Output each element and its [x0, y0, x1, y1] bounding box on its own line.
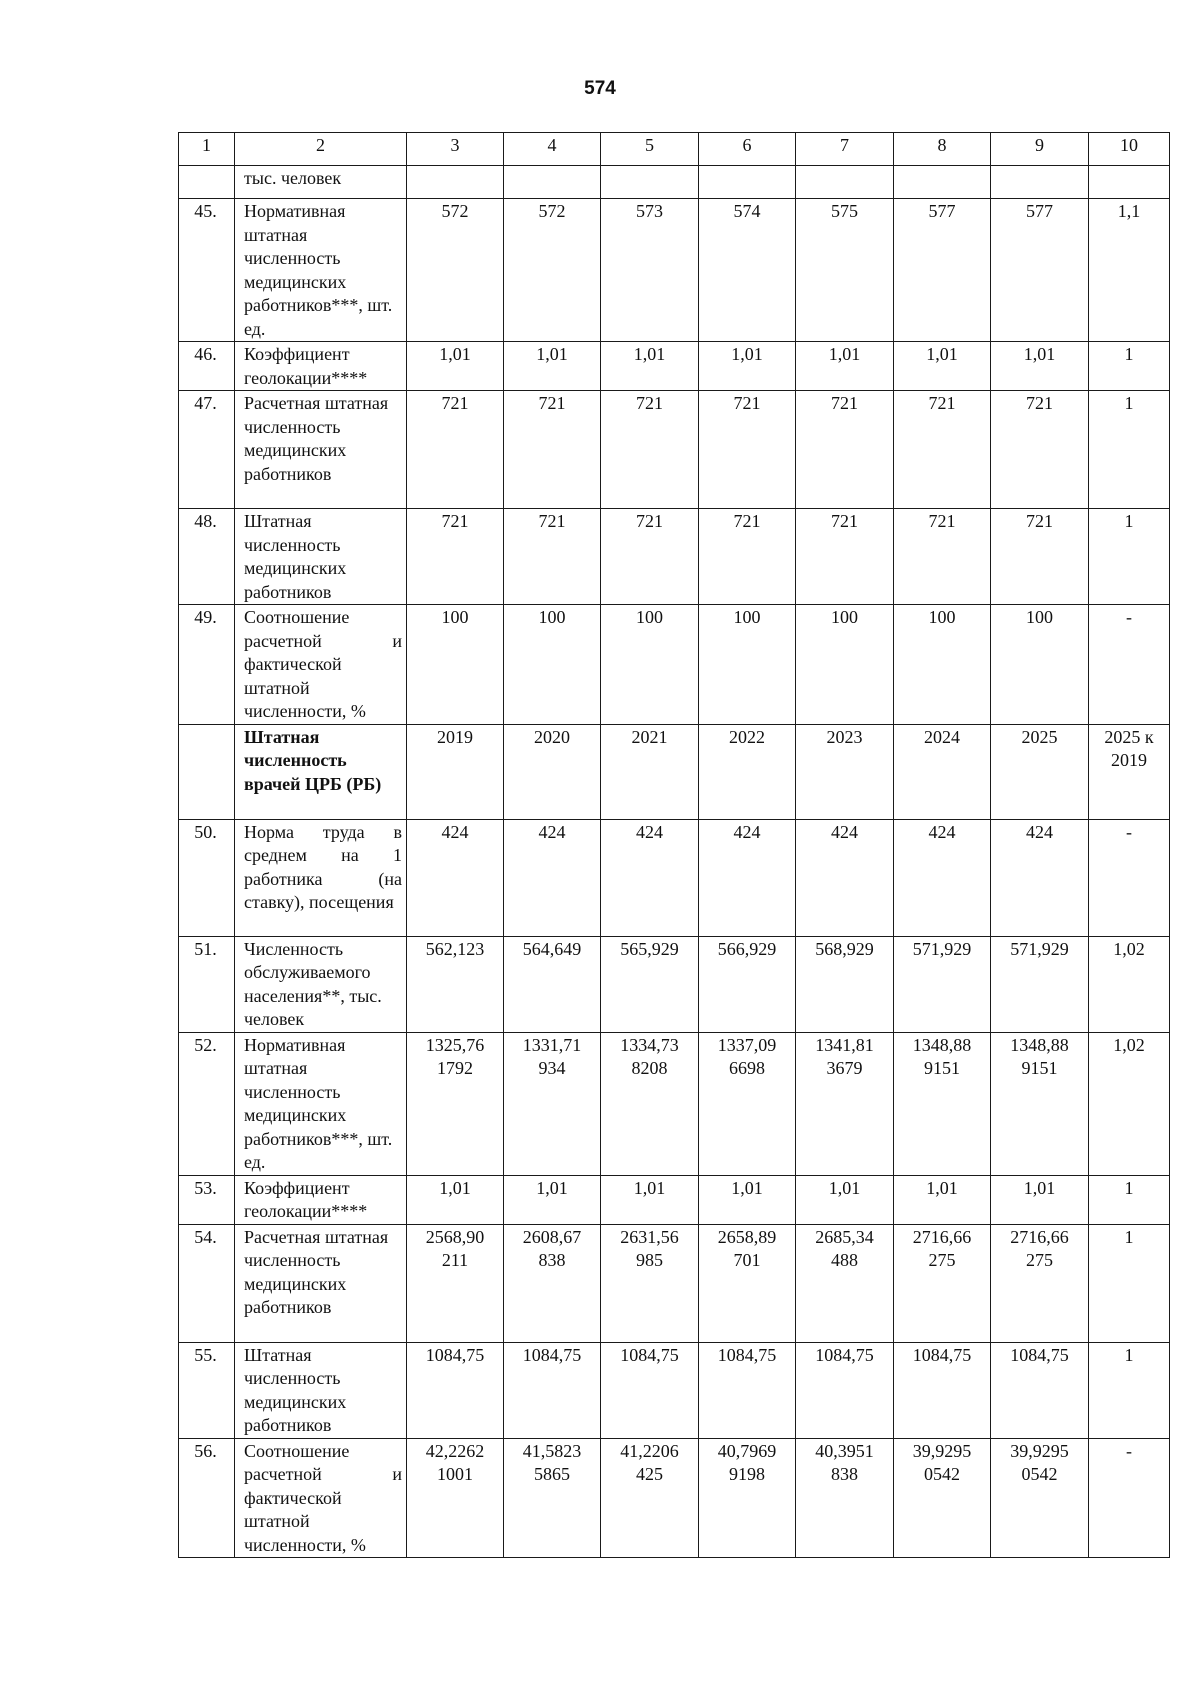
value-cell: 1: [1089, 1175, 1170, 1224]
row-label: Норма труда в среднем на 1 работника (на ставку), посещения: [235, 819, 407, 936]
value-cell: 39,9295 0542: [894, 1438, 991, 1558]
row-label: Нормативная штатная численность медицинских работников***, шт. ед.: [235, 1032, 407, 1175]
staffing-table: [178, 132, 1170, 1558]
value-cell: [991, 166, 1089, 199]
value-cell: 1325,76 1792: [407, 1032, 504, 1175]
row-number: 46.: [179, 342, 235, 391]
value-cell: 100: [894, 605, 991, 725]
column-number: 2: [235, 133, 407, 166]
row-number: 45.: [179, 199, 235, 342]
row-label: Расчетная штатная численность медицинских работников: [235, 391, 407, 509]
value-cell: 2020: [504, 724, 601, 819]
value-cell: 721: [504, 509, 601, 605]
value-cell: 721: [894, 391, 991, 509]
row-label: Штатная численность врачей ЦРБ (РБ): [235, 724, 407, 819]
table-row: [179, 724, 1170, 819]
row-label: тыс. человек: [235, 166, 407, 199]
value-cell: 571,929: [894, 936, 991, 1032]
value-cell: 1084,75: [894, 1342, 991, 1438]
value-cell: 575: [796, 199, 894, 342]
value-cell: 721: [796, 391, 894, 509]
value-cell: 1084,75: [407, 1342, 504, 1438]
value-cell: 100: [407, 605, 504, 725]
value-cell: 1,02: [1089, 1032, 1170, 1175]
value-cell: 721: [894, 509, 991, 605]
value-cell: 1: [1089, 342, 1170, 391]
value-cell: 1: [1089, 1224, 1170, 1342]
value-cell: 1,01: [699, 1175, 796, 1224]
value-cell: 572: [407, 199, 504, 342]
row-number: 55.: [179, 1342, 235, 1438]
column-number: 9: [991, 133, 1089, 166]
value-cell: [504, 166, 601, 199]
value-cell: 424: [991, 819, 1089, 936]
value-cell: 1348,88 9151: [991, 1032, 1089, 1175]
column-number-row: [179, 133, 1170, 166]
value-cell: 1334,73 8208: [601, 1032, 699, 1175]
column-number: 3: [407, 133, 504, 166]
value-cell: 2024: [894, 724, 991, 819]
value-cell: 1,01: [894, 1175, 991, 1224]
value-cell: 562,123: [407, 936, 504, 1032]
row-label: Коэффициент геолокации****: [235, 1175, 407, 1224]
row-number: 54.: [179, 1224, 235, 1342]
value-cell: 1,01: [796, 342, 894, 391]
table-row: [179, 342, 1170, 391]
value-cell: [1089, 166, 1170, 199]
value-cell: 2021: [601, 724, 699, 819]
table-row: [179, 1224, 1170, 1342]
row-label: Соотношение расчетной и фактической штатной численности, %: [235, 605, 407, 725]
row-label: Численность обслуживаемого населения**, тыс. человек: [235, 936, 407, 1032]
row-label: Штатная численность медицинских работников: [235, 509, 407, 605]
value-cell: -: [1089, 605, 1170, 725]
value-cell: 2568,90 211: [407, 1224, 504, 1342]
value-cell: 1,01: [407, 342, 504, 391]
value-cell: 2022: [699, 724, 796, 819]
column-number: 4: [504, 133, 601, 166]
value-cell: 2716,66 275: [991, 1224, 1089, 1342]
table-row: [179, 1438, 1170, 1558]
value-cell: 1,01: [796, 1175, 894, 1224]
row-number: 48.: [179, 509, 235, 605]
value-cell: 39,9295 0542: [991, 1438, 1089, 1558]
value-cell: 1084,75: [504, 1342, 601, 1438]
value-cell: [407, 166, 504, 199]
value-cell: 1,01: [894, 342, 991, 391]
column-number: 5: [601, 133, 699, 166]
row-number: 52.: [179, 1032, 235, 1175]
row-number: [179, 724, 235, 819]
value-cell: 564,649: [504, 936, 601, 1032]
value-cell: 2631,56 985: [601, 1224, 699, 1342]
value-cell: 1341,81 3679: [796, 1032, 894, 1175]
table-row: [179, 1342, 1170, 1438]
value-cell: 721: [699, 391, 796, 509]
value-cell: 100: [601, 605, 699, 725]
value-cell: 1: [1089, 509, 1170, 605]
value-cell: 2608,67 838: [504, 1224, 601, 1342]
column-number: 7: [796, 133, 894, 166]
value-cell: 424: [407, 819, 504, 936]
value-cell: 41,2206 425: [601, 1438, 699, 1558]
value-cell: 571,929: [991, 936, 1089, 1032]
value-cell: 1,01: [601, 342, 699, 391]
value-cell: 1,01: [991, 1175, 1089, 1224]
table-row: [179, 166, 1170, 199]
value-cell: 1337,09 6698: [699, 1032, 796, 1175]
value-cell: 721: [407, 509, 504, 605]
row-label: Нормативная штатная численность медицинских работников***, шт. ед.: [235, 199, 407, 342]
value-cell: 721: [601, 391, 699, 509]
value-cell: [699, 166, 796, 199]
row-label: Расчетная штатная численность медицинских работников: [235, 1224, 407, 1342]
value-cell: 100: [699, 605, 796, 725]
row-label: Коэффициент геолокации****: [235, 342, 407, 391]
value-cell: 1,01: [504, 342, 601, 391]
value-cell: 574: [699, 199, 796, 342]
value-cell: 577: [894, 199, 991, 342]
value-cell: 42,2262 1001: [407, 1438, 504, 1558]
value-cell: 721: [407, 391, 504, 509]
table-row: [179, 819, 1170, 936]
value-cell: 1,02: [1089, 936, 1170, 1032]
value-cell: 721: [601, 509, 699, 605]
page-number: 574: [584, 78, 616, 99]
value-cell: 40,7969 9198: [699, 1438, 796, 1558]
value-cell: 100: [991, 605, 1089, 725]
row-number: 47.: [179, 391, 235, 509]
value-cell: 1,01: [699, 342, 796, 391]
value-cell: 2716,66 275: [894, 1224, 991, 1342]
value-cell: 721: [991, 391, 1089, 509]
value-cell: 2685,34 488: [796, 1224, 894, 1342]
table-row: [179, 391, 1170, 509]
value-cell: [894, 166, 991, 199]
value-cell: 1084,75: [699, 1342, 796, 1438]
value-cell: 100: [504, 605, 601, 725]
table-row: [179, 936, 1170, 1032]
value-cell: 1,01: [601, 1175, 699, 1224]
value-cell: 1: [1089, 391, 1170, 509]
value-cell: 721: [796, 509, 894, 605]
row-label: Штатная численность медицинских работников: [235, 1342, 407, 1438]
value-cell: 424: [699, 819, 796, 936]
table-row: [179, 605, 1170, 725]
value-cell: 2023: [796, 724, 894, 819]
value-cell: 2025: [991, 724, 1089, 819]
value-cell: 1348,88 9151: [894, 1032, 991, 1175]
table-row: [179, 1175, 1170, 1224]
row-label: Соотношение расчетной и фактической штатной численности, %: [235, 1438, 407, 1558]
table-row: [179, 199, 1170, 342]
table-row: [179, 1032, 1170, 1175]
value-cell: 568,929: [796, 936, 894, 1032]
value-cell: 424: [504, 819, 601, 936]
value-cell: 41,5823 5865: [504, 1438, 601, 1558]
value-cell: 1331,71 934: [504, 1032, 601, 1175]
value-cell: 1084,75: [601, 1342, 699, 1438]
value-cell: 1,01: [504, 1175, 601, 1224]
value-cell: -: [1089, 819, 1170, 936]
value-cell: 1084,75: [991, 1342, 1089, 1438]
row-number: 51.: [179, 936, 235, 1032]
value-cell: 2658,89 701: [699, 1224, 796, 1342]
row-number: [179, 166, 235, 199]
row-number: 50.: [179, 819, 235, 936]
value-cell: 2025 к 2019: [1089, 724, 1170, 819]
value-cell: 424: [894, 819, 991, 936]
value-cell: 40,3951 838: [796, 1438, 894, 1558]
row-number: 56.: [179, 1438, 235, 1558]
value-cell: 721: [504, 391, 601, 509]
value-cell: 572: [504, 199, 601, 342]
value-cell: 1,01: [407, 1175, 504, 1224]
value-cell: 1: [1089, 1342, 1170, 1438]
value-cell: 424: [601, 819, 699, 936]
value-cell: 721: [991, 509, 1089, 605]
column-number: 8: [894, 133, 991, 166]
column-number: 10: [1089, 133, 1170, 166]
row-number: 49.: [179, 605, 235, 725]
value-cell: 566,929: [699, 936, 796, 1032]
value-cell: 100: [796, 605, 894, 725]
column-number: 6: [699, 133, 796, 166]
value-cell: -: [1089, 1438, 1170, 1558]
value-cell: 565,929: [601, 936, 699, 1032]
value-cell: 1,1: [1089, 199, 1170, 342]
value-cell: 573: [601, 199, 699, 342]
value-cell: 2019: [407, 724, 504, 819]
value-cell: 577: [991, 199, 1089, 342]
table-row: [179, 509, 1170, 605]
value-cell: 424: [796, 819, 894, 936]
value-cell: [796, 166, 894, 199]
value-cell: [601, 166, 699, 199]
column-number: 1: [179, 133, 235, 166]
value-cell: 1,01: [991, 342, 1089, 391]
value-cell: 1084,75: [796, 1342, 894, 1438]
row-number: 53.: [179, 1175, 235, 1224]
value-cell: 721: [699, 509, 796, 605]
